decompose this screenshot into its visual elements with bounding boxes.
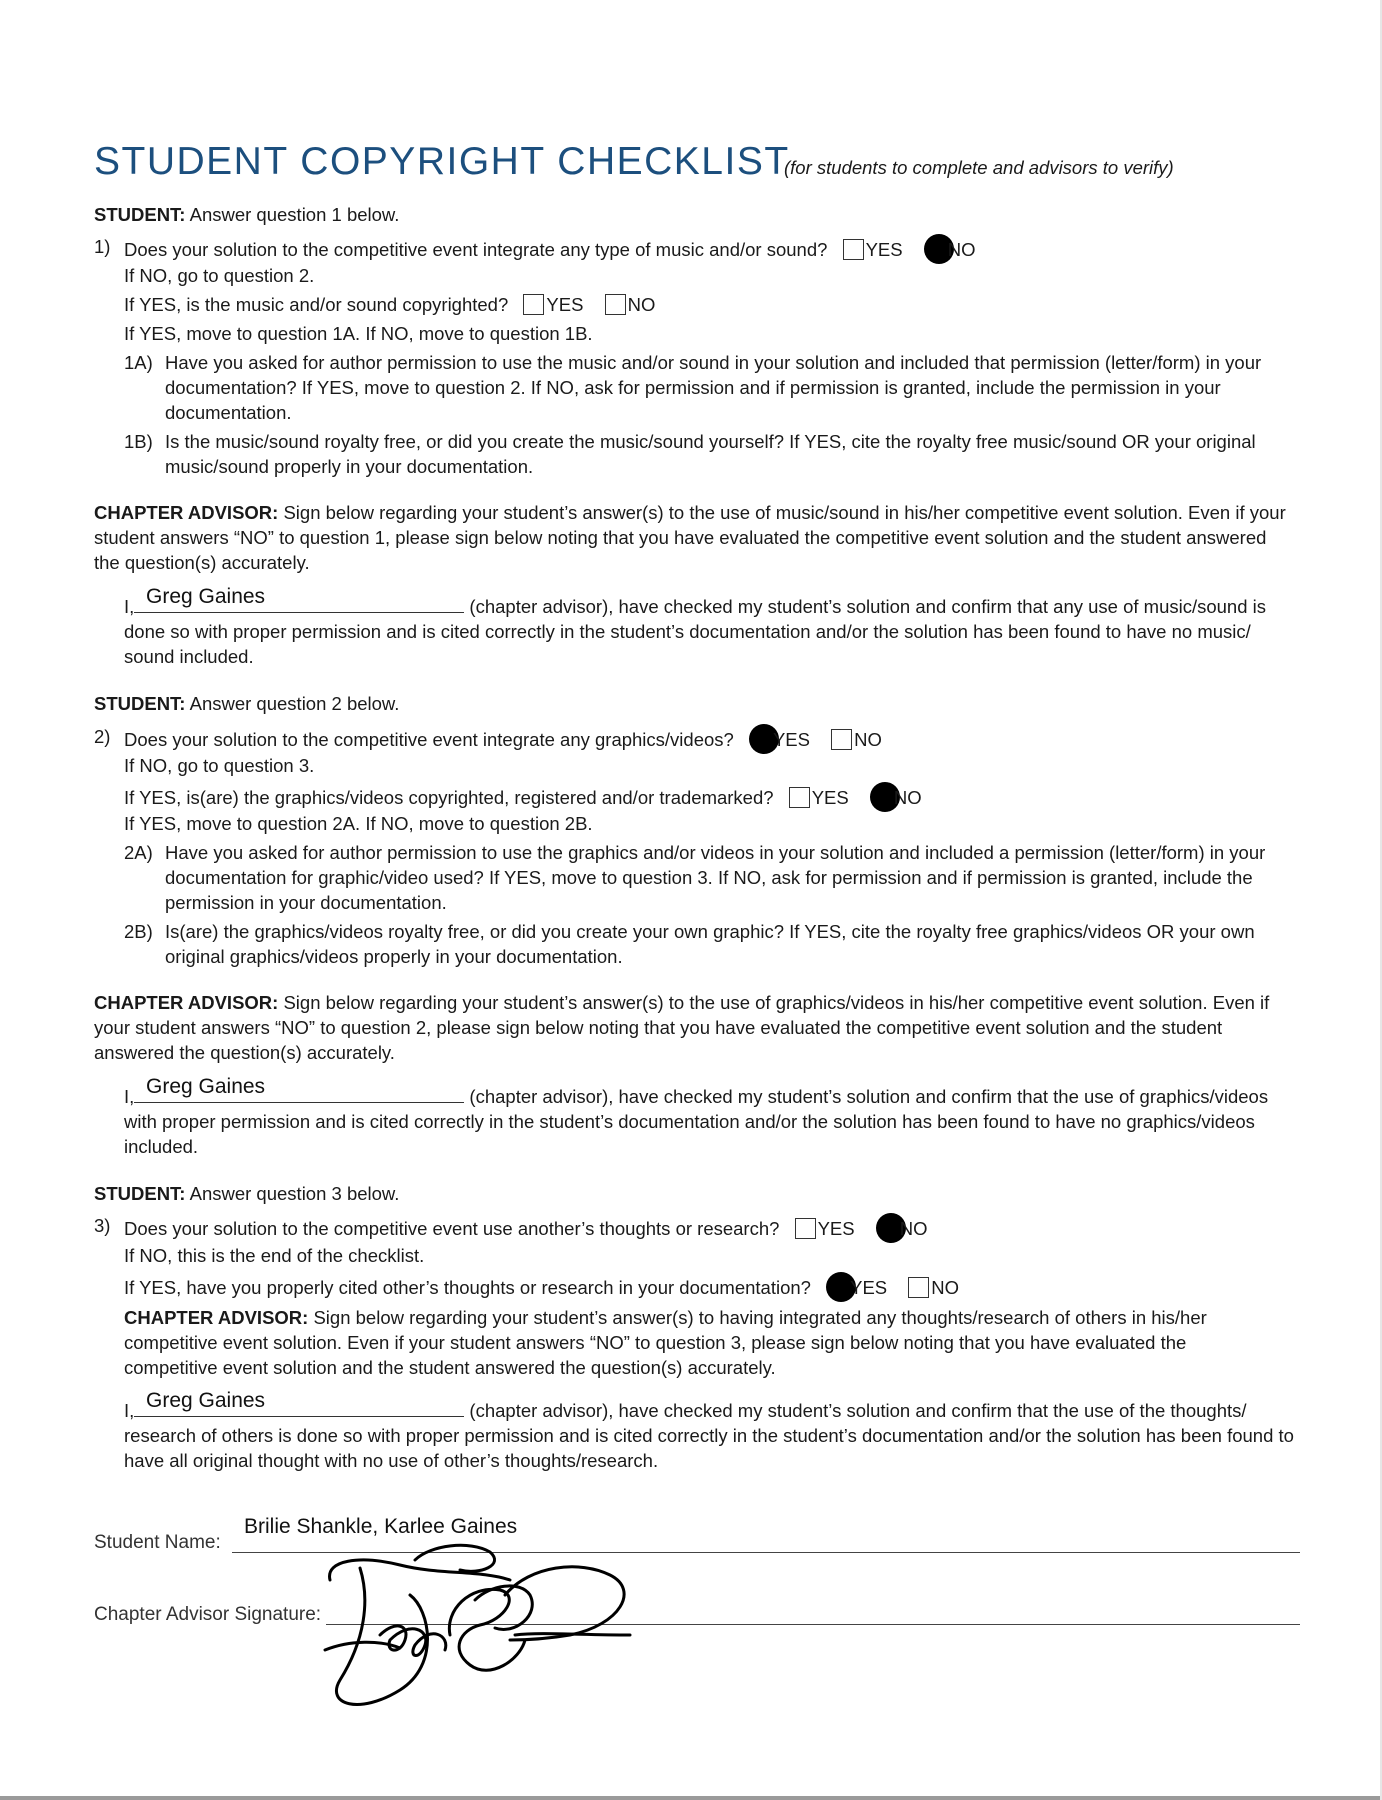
student-label: STUDENT: — [94, 693, 186, 714]
advisor-instruction-text: Sign below regarding your student’s answer(s) to the use of graphics/videos in his/her competitive event solution. Even if your student answers “NO” to question 2, please sign below noting that you have evaluated the competitive event solution and the student answered the question(s) accurately. — [94, 992, 1270, 1063]
q1-sub-question-row — [124, 292, 655, 317]
q3-question-row — [124, 1213, 928, 1243]
advisor-label: CHAPTER ADVISOR: — [124, 1307, 309, 1328]
q2-move: If YES, move to question 2A. If NO, move to question 2B. — [124, 813, 593, 834]
q2-no-label: NO — [854, 729, 882, 750]
i-prefix: I, — [124, 1400, 135, 1421]
q2-advisor-typed-name[interactable]: Greg Gaines — [146, 1075, 266, 1098]
q3-yes-checkbox[interactable] — [795, 1218, 816, 1239]
page-subtitle: (for students to complete and advisors to verify) — [784, 157, 1174, 178]
q1-sub-no-label: NO — [627, 294, 656, 315]
q1-sub-question-text: If YES, is the music and/or sound copyrighted? — [124, 294, 509, 315]
q3-if-no: If NO, this is the end of the checklist. — [124, 1245, 425, 1266]
q2-advisor-instruction — [94, 990, 1289, 1065]
q1-advisor-name-line — [134, 596, 464, 613]
i-prefix: I, — [124, 1086, 135, 1107]
q3-sub-no-label: NO — [931, 1277, 960, 1298]
q3-number: 3) — [94, 1215, 111, 1236]
q1-advisor-confirmation — [124, 594, 1294, 669]
confirmation-text: (chapter advisor), have checked my student’s solution and confirm that the use of the thoughts/ research of others is done so with proper permission and is cited correctly in the student’s documentation and/or the solution has been found to have all original thought with no use of other’s thoughts/research. — [124, 1400, 1294, 1471]
q1-no-label: NO — [947, 239, 976, 260]
q1-number: 1) — [94, 236, 111, 257]
q2-question-row — [124, 724, 882, 754]
q2-sub-yes-checkbox[interactable] — [789, 787, 810, 808]
q1-sub-yes-checkbox[interactable] — [523, 294, 544, 315]
advisor-label: CHAPTER ADVISOR: — [94, 992, 279, 1013]
q2-number: 2) — [94, 726, 111, 747]
q1-question-row — [124, 234, 975, 264]
q3-advisor-instruction — [124, 1305, 1244, 1380]
q1-advisor-instruction — [94, 500, 1294, 575]
confirmation-text: (chapter advisor), have checked my student’s solution and confirm that the use of graphics/videos with proper permission and is cited correctly in the student’s documentation and/or the solution has been found to have no graphics/videos included. — [124, 1086, 1269, 1157]
q1-question-text: Does your solution to the competitive event integrate any type of music and/or sound? — [124, 239, 828, 260]
q1-yes-checkbox[interactable] — [843, 239, 864, 260]
student-instruction-text: Answer question 2 below. — [189, 693, 400, 714]
q2-student-instruction — [94, 691, 399, 716]
student-label: STUDENT: — [94, 1183, 186, 1204]
q3-sub-question-text: If YES, have you properly cited other’s thoughts or research in your documentation? — [124, 1277, 811, 1298]
q2-advisor-name-line — [134, 1086, 464, 1103]
q1-sub-yes-label: YES — [546, 294, 584, 315]
q1-sub-no-checkbox[interactable] — [605, 294, 626, 315]
q1a-label: 1A) — [124, 352, 153, 373]
student-instruction-text: Answer question 3 below. — [189, 1183, 400, 1204]
handwritten-signature — [320, 1540, 650, 1715]
q2-yes-label: YES — [772, 729, 810, 750]
student-name-value[interactable]: Brilie Shankle, Karlee Gaines — [244, 1515, 518, 1538]
q1-advisor-typed-name[interactable]: Greg Gaines — [146, 585, 266, 608]
page-bottom-edge — [0, 1796, 1382, 1800]
advisor-instruction-text: Sign below regarding your student’s answer(s) to the use of music/sound in his/her competitive event solution. Even if your student answers “NO” to question 1, please sign below noting that you have evaluated the competitive event solution and the student answered the question(s) accurately. — [94, 502, 1286, 573]
q2-sub-question-row — [124, 782, 922, 812]
q2b-label: 2B) — [124, 921, 153, 942]
signature-label: Chapter Advisor Signature: — [94, 1604, 322, 1625]
q2-no-checkbox[interactable] — [831, 729, 852, 750]
confirmation-text: (chapter advisor), have checked my student’s solution and confirm that any use of music/sound is done so with proper permission and is cited correctly in the student’s documentation and/or the solution has been found to have no music/ sound included. — [124, 596, 1267, 667]
student-instruction-text: Answer question 1 below. — [189, 204, 400, 225]
q2-sub-yes-label: YES — [811, 787, 849, 808]
q3-student-instruction — [94, 1181, 399, 1206]
i-prefix: I, — [124, 596, 135, 617]
q1-if-no: If NO, go to question 2. — [124, 265, 315, 286]
student-name-label: Student Name: — [94, 1532, 221, 1553]
q2-sub-question-text: If YES, is(are) the graphics/videos copyrighted, registered and/or trademarked? — [124, 787, 774, 808]
page-title: STUDENT COPYRIGHT CHECKLIST — [94, 140, 790, 183]
q3-sub-no-checkbox[interactable] — [908, 1277, 929, 1298]
q1a-text: Have you asked for author permission to use the music and/or sound in your solution and included that permission (letter/form) in your documentation? If YES, move to question 2. If NO, ask for permission and if permission is granted, include the permission in your documentation. — [165, 352, 1262, 423]
advisor-label: CHAPTER ADVISOR: — [94, 502, 279, 523]
q2-if-no: If NO, go to question 3. — [124, 755, 315, 776]
q1b-label: 1B) — [124, 431, 153, 452]
q3-advisor-name-line — [134, 1400, 464, 1417]
q1b-text: Is the music/sound royalty free, or did you create the music/sound yourself? If YES, cite the royalty free music/sound OR your original music/sound properly in your documentation. — [165, 431, 1256, 477]
q3-sub-question-row — [124, 1272, 959, 1302]
student-label: STUDENT: — [94, 204, 186, 225]
q3-question-text: Does your solution to the competitive event use another’s thoughts or research? — [124, 1218, 780, 1239]
q3-yes-label: YES — [817, 1218, 855, 1239]
q3-advisor-confirmation — [124, 1398, 1299, 1473]
advisor-instruction-text: Sign below regarding your student’s answer(s) to having integrated any thoughts/research of others in his/her competitive event solution. Even if your student answers “NO” to question 3, please sign below noting that you have evaluated the competitive event solution and the student answered the question(s) accurately. — [124, 1307, 1207, 1378]
q2a-text: Have you asked for author permission to use the graphics and/or videos in your solution and included a permission (letter/form) in your documentation for graphic/video used? If YES, move to question 3. If NO, ask for permission and if permission is granted, include the permission in your documentation. — [165, 842, 1266, 913]
q2b-text: Is(are) the graphics/videos royalty free, or did you create your own graphic? If YES, cite the royalty free graphics/videos OR your own original graphics/videos properly in your documentation. — [165, 921, 1255, 967]
q2-sub-no-label: NO — [893, 787, 922, 808]
q2-question-text: Does your solution to the competitive event integrate any graphics/videos? — [124, 729, 734, 750]
q3-no-label: NO — [899, 1218, 928, 1239]
q2-advisor-confirmation — [124, 1084, 1294, 1159]
q1-move: If YES, move to question 1A. If NO, move to question 1B. — [124, 323, 593, 344]
q2a-label: 2A) — [124, 842, 153, 863]
q1-yes-label: YES — [865, 239, 903, 260]
q1-student-instruction — [94, 202, 399, 227]
q3-advisor-typed-name[interactable]: Greg Gaines — [146, 1389, 266, 1412]
q3-sub-yes-label: YES — [850, 1277, 888, 1298]
